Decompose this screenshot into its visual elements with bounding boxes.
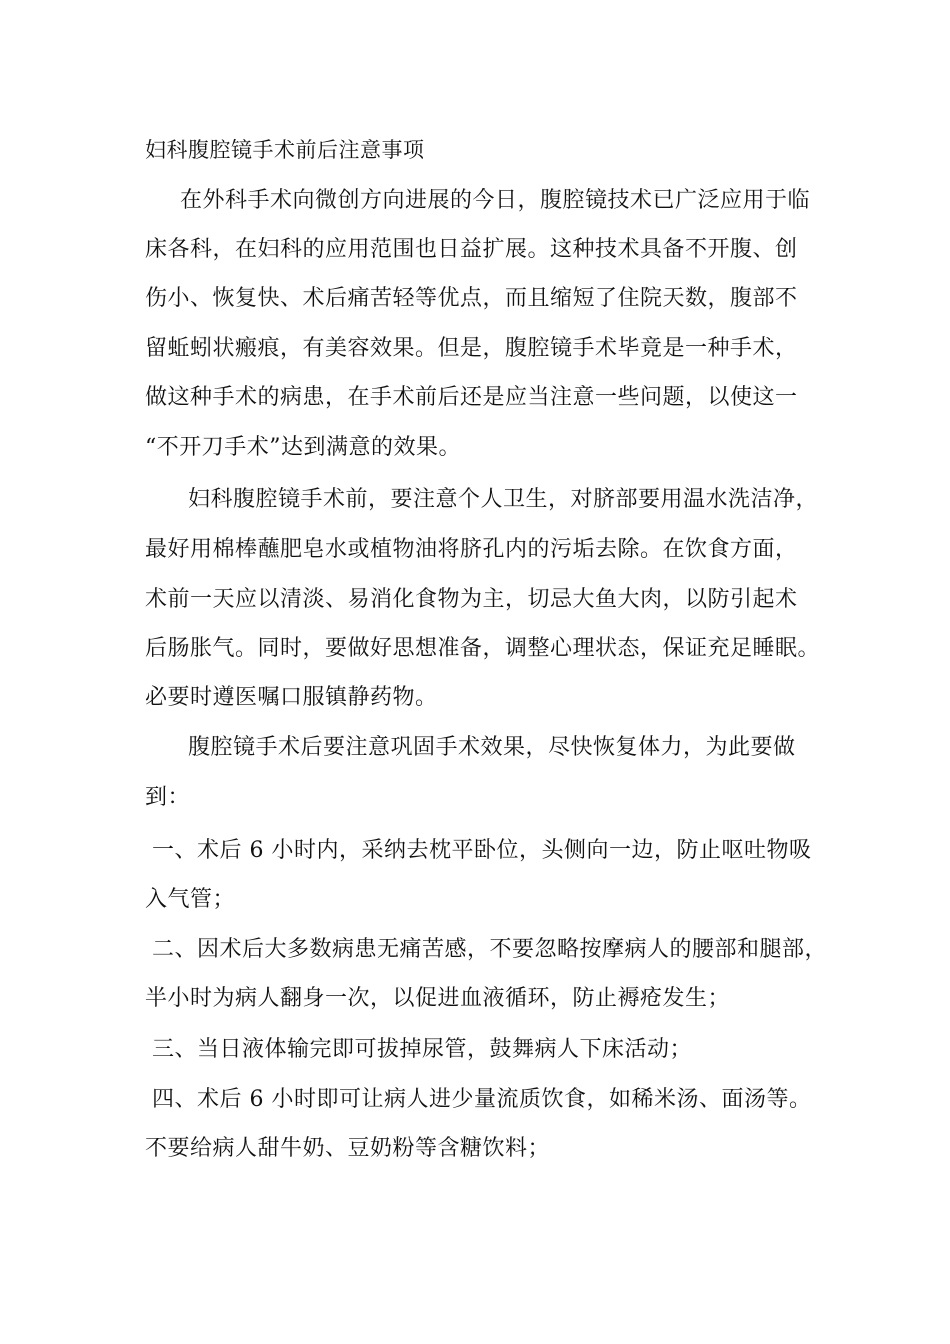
preop-line-2: 最好用棉棒蘸肥皂水或植物油将脐孔内的污垢去除。在饮食方面， [145,537,798,562]
item-line-4: 半小时为病人翻身一次，以促进血液循环，防止褥疮发生； [145,986,731,1011]
intro-line-5: 做这种手术的病患，在手术前后还是应当注意一些问题，以使这一 [145,385,798,410]
item-line-6: 四、术后 6 小时即可让病人进少量流质饮食，如稀米汤、面汤等。 [152,1087,812,1112]
item-line-2: 入气管； [145,887,236,912]
intro-line-2: 床各科，在妇科的应用范围也日益扩展。这种技术具备不开腹、创 [145,237,798,262]
postop-intro-line-2: 到： [145,785,191,810]
intro-line-3: 伤小、恢复快、术后痛苦轻等优点，而且缩短了住院天数，腹部不 [145,286,798,311]
preop-line-1: 妇科腹腔镜手术前，要注意个人卫生，对脐部要用温水洗洁净， [188,487,819,512]
item-line-7: 不要给病人甜牛奶、豆奶粉等含糖饮料； [145,1136,551,1161]
preop-line-4: 后肠胀气。同时，要做好思想准备，调整心理状态，保证充足睡眠。 [145,636,821,661]
item-line-5: 三、当日液体输完即可拔掉尿管，鼓舞病人下床活动； [152,1037,693,1062]
item-line-1: 一、术后 6 小时内，采纳去枕平卧位，头侧向一边，防止呕吐物吸 [152,838,812,863]
postop-intro-line-1: 腹腔镜手术后要注意巩固手术效果，尽快恢复体力，为此要做 [188,735,796,760]
intro-line-6: “不开刀手术”达到满意的效果。 [145,435,461,460]
item-line-3: 二、因术后大多数病患无痛苦感，不要忽略按摩病人的腰部和腿部， [152,937,828,962]
intro-line-4: 留蚯蚓状瘢痕，有美容效果。但是，腹腔镜手术毕竟是一种手术， [145,336,798,361]
preop-line-3: 术前一天应以清淡、易消化食物为主，切忌大鱼大肉，以防引起术 [145,587,798,612]
document-title: 妇科腹腔镜手术前后注意事项 [145,138,425,162]
preop-line-5: 必要时遵医嘱口服镇静药物。 [145,685,438,710]
intro-line-1: 在外科手术向微创方向进展的今日，腹腔镜技术已广泛应用于临 [180,188,811,213]
